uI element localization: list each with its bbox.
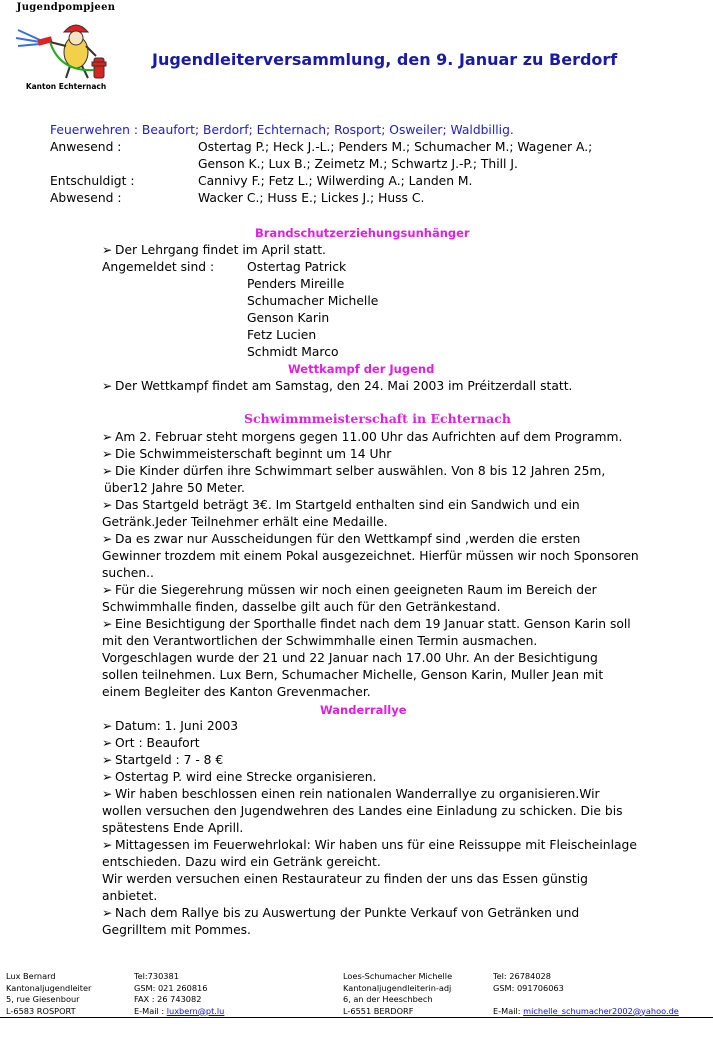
arrow-bullet-icon: ➢ — [102, 719, 113, 733]
email-link-schumacher[interactable]: michelle_schumacher2002@yahoo.de — [523, 1005, 679, 1016]
email-link-lux[interactable]: luxbern@pt.lu — [166, 1005, 225, 1016]
footer-contact-1: Lux Bernard Kantonaljugendleiter 5, rue Giesenbour L-6583 ROSPORT — [6, 971, 92, 1016]
registered-name: Schumacher Michelle — [247, 294, 379, 308]
arrow-bullet-icon: ➢ — [102, 753, 113, 767]
text-line: anbietet. — [102, 889, 158, 903]
logo-subtitle: Kanton Echternach — [25, 82, 107, 91]
text-line: Gewinner trozdem mit einem Pokal ausgezeichnet. Hierfür müssen wir noch Sponsoren — [102, 549, 639, 563]
registered-name: Fetz Lucien — [247, 328, 317, 342]
registered-name: Schmidt Marco — [247, 345, 339, 359]
text-line: sollen teilnehmen. Lux Bern, Schumacher Michelle, Genson Karin, Muller Jean mit — [102, 668, 604, 682]
arrow-bullet-icon: ➢ — [102, 447, 113, 461]
list-item: ➢ Da es zwar nur Ausscheidungen für den Wettkampf sind ,werden die ersten — [102, 532, 581, 546]
footer-divider — [0, 1017, 713, 1018]
list-item: ➢ Nach dem Rallye bis zu Auswertung der Punkte Verkauf von Getränken und — [102, 906, 580, 920]
list-item: ➢ Die Schwimmeisterschaft beginnt um 14 Uhr — [102, 447, 392, 461]
arrow-bullet-icon: ➢ — [102, 532, 113, 546]
list-item: ➢ Wir haben beschlossen einen rein nationalen Wanderrallye zu organisieren.Wir — [102, 787, 600, 801]
arrow-bullet-icon: ➢ — [102, 770, 113, 784]
arrow-bullet-icon: ➢ — [102, 430, 113, 444]
text-line: Wir werden versuchen einen Restaurateur zu finden der uns das Essen günstig — [102, 872, 588, 886]
footer-phone-2: Tel: 26784028 GSM: 091706063 E-Mail: michelle_schumacher2002@yahoo.de — [493, 971, 679, 1016]
registered-label: Angemeldet sind : — [102, 260, 215, 274]
list-item: ➢ Die Kinder dürfen ihre Schwimmart selber auswählen. Von 8 bis 12 Jahren 25m, — [102, 464, 606, 478]
text-line: Gegrilltem mit Pommes. — [102, 923, 251, 937]
registered-name: Genson Karin — [247, 311, 330, 325]
list-item: ➢ Für die Siegerehrung müssen wir noch einen geeigneten Raum im Bereich der — [102, 583, 597, 597]
text-line: über12 Jahre 50 Meter. — [104, 481, 245, 495]
arrow-bullet-icon: ➢ — [102, 906, 113, 920]
arrow-bullet-icon: ➢ — [102, 379, 113, 393]
text-line: Getränk.Jeder Teilnehmer erhält eine Medaille. — [102, 515, 388, 529]
registered-name: Ostertag Patrick — [247, 260, 347, 274]
list-item: ➢ Startgeld : 7 - 8 € — [102, 753, 224, 767]
arrow-bullet-icon: ➢ — [102, 583, 113, 597]
list-item: ➢ Am 2. Februar steht morgens gegen 11.00 Uhr das Aufrichten auf dem Programm. — [102, 430, 623, 444]
text-line: einem Begleiter des Kanton Grevenmacher. — [102, 685, 371, 699]
arrow-bullet-icon: ➢ — [102, 617, 113, 631]
logo — [10, 2, 122, 94]
excused-names: Cannivy F.; Fetz L.; Wilwerding A.; Landen M. — [198, 174, 473, 188]
arrow-bullet-icon: ➢ — [102, 787, 113, 801]
text-line: wollen versuchen den Jugendwehren des Landes eine Einladung zu schicken. Die bis — [102, 804, 623, 818]
arrow-bullet-icon: ➢ — [102, 838, 113, 852]
footer-phone-1: Tel:730381 GSM: 021 260816 FAX : 26 743082 E-Mail : luxbern@pt.lu — [134, 971, 225, 1016]
list-item: ➢ Der Lehrgang findet im April statt. — [102, 243, 326, 257]
present-names-1: Ostertag P.; Heck J.-L.; Penders M.; Schumacher M.; Wagener A.; — [198, 140, 593, 154]
list-item: ➢ Das Startgeld beträgt 3€. Im Startgeld enthalten sind ein Sandwich und ein — [102, 498, 580, 512]
absent-label: Abwesend : — [50, 191, 122, 205]
arrow-bullet-icon: ➢ — [102, 464, 113, 478]
fire-brigades-line: Feuerwehren : Beaufort; Berdorf; Echternach; Rosport; Osweiler; Waldbillig. — [50, 123, 514, 137]
logo-arc-text: Jugendpompjeen — [16, 2, 116, 13]
text-line: entschieden. Dazu wird ein Getränk gereicht. — [102, 855, 381, 869]
section-heading-brand: Brandschutzerziehungsunhänger — [255, 226, 470, 240]
text-line: spätestens Ende Aprill. — [102, 821, 244, 835]
list-item: ➢ Mittagessen im Feuerwehrlokal: Wir haben uns für eine Reissuppe mit Fleischeinlage — [102, 838, 637, 852]
section-heading-wander: Wanderrallye — [320, 703, 407, 717]
registered-name: Penders Mireille — [247, 277, 345, 291]
arrow-bullet-icon: ➢ — [102, 736, 113, 750]
text-line: Vorgeschlagen wurde der 21 und 22 Januar nach 17.00 Uhr. An der Besichtigung — [102, 651, 598, 665]
document-title: Jugendleiterversammlung, den 9. Januar zu Berdorf — [152, 50, 618, 69]
absent-names: Wacker C.; Huss E.; Lickes J.; Huss C. — [198, 191, 425, 205]
list-item: ➢ Ort : Beaufort — [102, 736, 200, 750]
list-item: ➢ Der Wettkampf findet am Samstag, den 24. Mai 2003 im Préitzerdall statt. — [102, 379, 573, 393]
text-line: Schwimmhalle finden, dasselbe gilt auch für den Getränkestand. — [102, 600, 501, 614]
present-label: Anwesend : — [50, 140, 122, 154]
present-names-2: Genson K.; Lux B.; Zeimetz M.; Schwartz J.-P.; Thill J. — [198, 157, 518, 171]
section-heading-wettkampf: Wettkampf der Jugend — [288, 362, 435, 376]
list-item: ➢ Datum: 1. Juni 2003 — [102, 719, 239, 733]
text-line: suchen.. — [102, 566, 154, 580]
footer-contact-2: Loes-Schumacher Michelle Kantonaljugendleiterin-adj 6, an der Heeschbech L-6551 BERDORF — [343, 971, 453, 1016]
list-item: ➢ Ostertag P. wird eine Strecke organisieren. — [102, 770, 377, 784]
text-line: mit den Verantwortlichen der Schwimmhalle einen Termin ausmachen. — [102, 634, 538, 648]
arrow-bullet-icon: ➢ — [102, 243, 113, 257]
arrow-bullet-icon: ➢ — [102, 498, 113, 512]
excused-label: Entschuldigt : — [50, 174, 135, 188]
firefighter-mascot-icon — [10, 12, 122, 92]
section-heading-swim: Schwimmmeisterschaft in Echternach — [244, 411, 511, 426]
list-item: ➢ Eine Besichtigung der Sporthalle findet nach dem 19 Januar statt. Genson Karin soll — [102, 617, 631, 631]
